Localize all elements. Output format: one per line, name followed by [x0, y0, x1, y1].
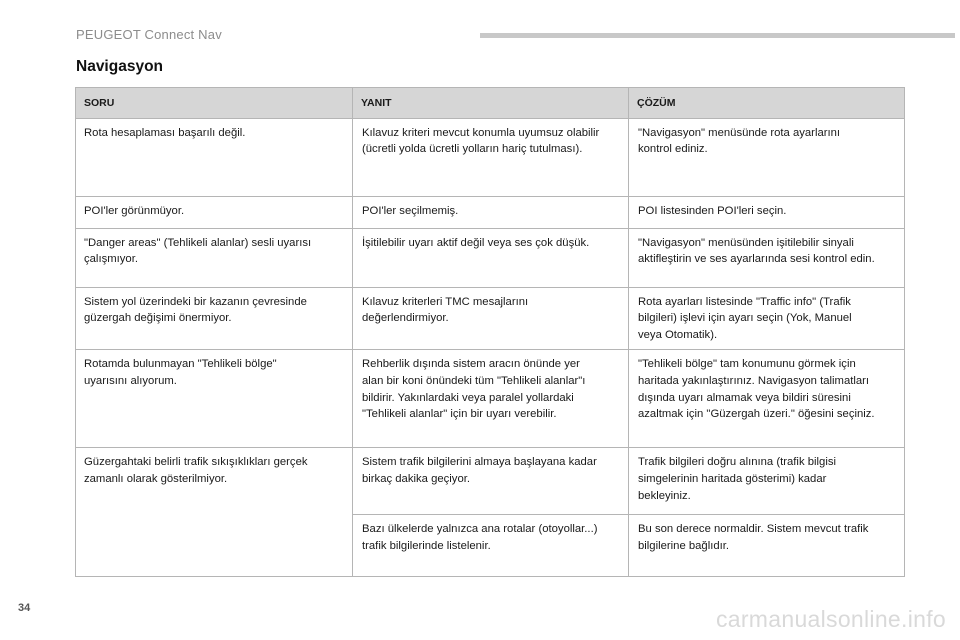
- solution-cell: Bu son derece normaldir. Sistem mevcut trafik bilgilerine bağlıdır.: [629, 515, 905, 577]
- solution-cell: Trafik bilgileri doğru alınına (trafik bilgisi simgelerinin haritada gösterimi) kadar bekleyiniz.: [629, 448, 905, 515]
- question-cell: Rota hesaplaması başarılı değil.: [76, 118, 353, 196]
- answer-cell: İşitilebilir uyarı aktif değil veya ses çok düşük.: [353, 228, 629, 287]
- question-cell: Rotamda bulunmayan "Tehlikeli bölge" uyarısını alıyorum.: [76, 350, 353, 448]
- answer-cell: Rehberlik dışında sistem aracın önünde yer alan bir koni önündeki tüm "Tehlikeli alanlar"ı bildirir. Yakınlardaki veya paralel yollardaki "Tehlikeli alanlar" için bir uyarı verebilir.: [353, 350, 629, 448]
- question-cell: "Danger areas" (Tehlikeli alanlar) sesli uyarısı çalışmıyor.: [76, 228, 353, 287]
- table-header-row: [76, 88, 905, 119]
- table-row: [76, 350, 905, 448]
- table-row: [76, 118, 905, 196]
- answer-cell: Kılavuz kriteri mevcut konumla uyumsuz olabilir (ücretli yolda ücretli yolların hariç tutulması).: [353, 118, 629, 196]
- section-title: Navigasyon: [76, 58, 164, 75]
- header-divider: [480, 33, 955, 38]
- column-header-answer: YANIT: [353, 88, 629, 119]
- answer-cell: Kılavuz kriterleri TMC mesajlarını değerlendirmiyor.: [353, 287, 629, 350]
- solution-cell: "Tehlikeli bölge" tam konumunu görmek için haritada yakınlaştırınız. Navigasyon talimatları dışında uyarı almamak veya bildiri süresini azaltmak için "Güzergah üzeri." öğesini seçiniz.: [629, 350, 905, 448]
- column-header-solution: ÇÖZÜM: [629, 88, 905, 119]
- page-number: 34: [18, 602, 31, 614]
- solution-cell: Rota ayarları listesinde "Traffic info" (Trafik bilgileri) işlevi için ayarı seçin (Yok, Manuel veya Otomatik).: [629, 287, 905, 350]
- question-cell: Güzergahtaki belirli trafik sıkışıklıkları gerçek zamanlı olarak gösterilmiyor.: [76, 448, 353, 577]
- troubleshooting-table: [75, 87, 905, 577]
- column-header-question: SORU: [76, 88, 353, 119]
- answer-cell: POI'ler seçilmemiş.: [353, 196, 629, 228]
- question-cell: Sistem yol üzerindeki bir kazanın çevresinde güzergah değişimi önermiyor.: [76, 287, 353, 350]
- document-header-title: PEUGEOT Connect Nav: [76, 27, 222, 42]
- watermark-text: carmanualsonline.info: [715, 606, 946, 632]
- solution-cell: "Navigasyon" menüsünden işitilebilir sinyali aktifleştirin ve ses ayarlarında sesi kontrol edin.: [629, 228, 905, 287]
- table-row: [76, 228, 905, 287]
- table-row: [76, 287, 905, 350]
- table-row: [76, 448, 905, 515]
- solution-cell: "Navigasyon" menüsünde rota ayarlarını kontrol ediniz.: [629, 118, 905, 196]
- answer-cell: Bazı ülkelerde yalnızca ana rotalar (otoyollar...) trafik bilgilerinde listelenir.: [353, 515, 629, 577]
- table-row: [76, 196, 905, 228]
- solution-cell: POI listesinden POI'leri seçin.: [629, 196, 905, 228]
- answer-cell: Sistem trafik bilgilerini almaya başlayana kadar birkaç dakika geçiyor.: [353, 448, 629, 515]
- question-cell: POI'ler görünmüyor.: [76, 196, 353, 228]
